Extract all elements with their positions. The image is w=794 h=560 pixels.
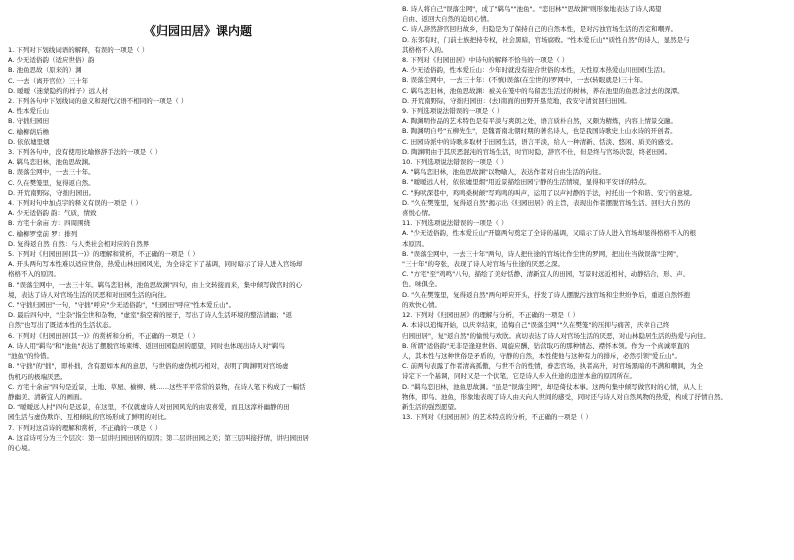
text-line: B. "暧暧远人村，依依墟里烟"用近景描绘田园宁静的生活情境，显得和平安详的特点。 xyxy=(402,178,651,187)
text-line: 8. 下列对《归园田居》中诗句的解释不恰当的一项是（ ） xyxy=(402,56,569,65)
text-line: B. 陶渊明自号"五柳先生"，是魏晋南北朝时期的著名诗人，也是我国诗歌史上山水诗的开创者。 xyxy=(402,127,677,136)
text-line: D. 复得返自然 自然：与人类社会相对应的自然界 xyxy=(8,239,150,248)
text-line: B. "误落尘网中，一去三十年"两句，诗人把仕途的官场比作尘世的罗网，把出仕当做误落"尘网"， xyxy=(402,249,683,258)
text-line: 自由、返回大自然的迫切心情。 xyxy=(402,15,493,24)
text-line: D. 东邻有时，门前士族把持专权，社会黑暗，官场腐败。"性本爱丘山""质性自然"的诗人，显然是与 xyxy=(402,35,690,44)
text-line: B. 池鱼思故（原来的）渊 xyxy=(8,66,82,75)
left-column xyxy=(8,0,388,560)
text-line: A. 陶渊明作品的艺术特色是有平淡与爽朗之处，语言质朴自然，又颇为精炼，内容上情景交融。 xyxy=(402,117,677,126)
text-line: 3. 下列各句中，没有使用比喻修辞手法的一项是（ ） xyxy=(8,148,162,157)
text-line: 12. 下列对《归园田居》的理解与分析，不正确的一项是（ ） xyxy=(402,311,579,320)
text-line: A. "羁鸟恋旧林，池鱼思故渊"以物喻人，表达作者对自由生活的向往。 xyxy=(402,168,605,177)
text-line: 4. 下列对句中加点字的释义有误的一项是（ ） xyxy=(8,199,142,208)
text-line: 新生活的强烈愿望。 xyxy=(402,402,461,411)
text-line: "三十年"的夸张，表现了诗人对官场与仕途的厌恶之深。 xyxy=(402,260,564,269)
right-column xyxy=(402,0,782,560)
text-line: 境，表达了诗人对官场生活的厌恶和对田园生活的向往。 xyxy=(8,290,171,299)
text-line: 13. 下列对《归园田居》的艺术特点的分析，不正确的一项是（ ） xyxy=(402,413,592,422)
text-line: "池鱼"的怜惜。 xyxy=(8,352,53,361)
text-line: A. "少无适俗韵，性本爱丘山"开篇两句奠定了全诗的基调，又暗示了诗人进入官场却显得格格不入的根 xyxy=(402,229,696,238)
text-line: A. 这首诗可分为三个层次：第一层讲归园田居的原因；第二层讲田园之美；第三层叫接抒情，讲归园田居 xyxy=(8,433,309,442)
text-line: 静幽美、清新宜人的画面。 xyxy=(8,392,86,401)
text-line: A. 性本爱丘山 xyxy=(8,107,49,116)
text-line: 归园田居"，复"返自然"的愉悦与欢欣。真切表达了诗人对官场生活的厌恶，对山林隐居生活的热爱与向往。 xyxy=(402,331,710,340)
text-line: A. 诗人用"羁鸟"和"池鱼"表达了摆脱官场束缚、返回田园隐居的愿望，同时也体现出诗人对"羁鸟 xyxy=(8,341,285,350)
text-line: B. 守拙归园田 xyxy=(8,117,50,126)
text-line: D. "羁鸟恋旧林，池鱼思故渊。"虽是"误落尘网"，却是倚仗本事。这两句集中倾写做官时的心情，从人上 xyxy=(402,382,703,391)
text-line: D. 陶渊明由于其厌恶混沌的官场生活，时官时隐，辞官不仕，但是终与官场决裂，终老田园。 xyxy=(402,147,672,156)
text-line: C. 一去（离开官位）三十年 xyxy=(8,76,89,85)
text-line: 物体，即鸟、池鱼，形象地表现了诗人由天向人世间的感受，同时还与诗人对自然风物的热爱，构成了抒情自然、 xyxy=(402,392,727,401)
text-line: D. "久在樊笼里，复得返自然"两句呼应开头，抒发了诗人摆脱污浊官场和尘世纷争后，重返自然怀抱 xyxy=(402,290,691,299)
text-line: C. "方宅"至"鸡鸣"八句，描绘了美好恬静、清新宜人的田园，写景时远近相衬，动静结合，形、声、 xyxy=(402,270,690,279)
text-line: C. 榆柳荫后檐 xyxy=(8,127,50,136)
text-line: C. 前两句表露了作者清高孤傲，与世不合的性情，眷恋官场，执者高升，对官场黑暗的不满和嘲讽，为全 xyxy=(402,362,704,371)
text-line: C. "守拙归园田"一句，"守拙"呼应"少无适俗韵"，"归园田"呼应"性本爱丘山"。 xyxy=(8,301,236,310)
text-line: A. 少无适俗韵，性本爱丘山：少年时就没有迎合世俗的本性，天性原本热爱山川田园(生活)。 xyxy=(402,66,670,75)
text-line: C. 久在樊笼里，复得返自然。 xyxy=(8,178,95,187)
text-line: C. 榆柳罗堂前 罗：排列 xyxy=(8,229,78,238)
text-line: 喜悦心情。 xyxy=(402,209,435,218)
text-line: 其格格不入的。 xyxy=(402,45,448,54)
text-line: A. 少无适俗韵 韵：气质，情致 xyxy=(8,209,97,218)
text-line: D. "暧暧远人村"四句是远景，在这里，不仅就虚诗人对田园风光的由衷喜爱，而且这淳朴幽静的田 xyxy=(8,403,290,412)
text-line: A. 少无适俗韵（适应世俗）韵 xyxy=(8,56,95,65)
text-line: 6. 下列对《归园田居(其一)》的赏析和分析，不正确的一项是（ ） xyxy=(8,331,199,340)
text-line: 的心境。 xyxy=(8,443,34,452)
text-line: B. "守拙"的"拙"，即朴拙，含有愿如本真的意思，与世俗的虚伪机巧相对，表明了陶渊明对官场虚 xyxy=(8,362,289,371)
text-line: D. 最后四句中，"尘杂"指尘世和杂物，"虚室"指空着的屋子，写出了诗人生活环境的整洁清幽；"返 xyxy=(8,311,293,320)
text-line: 9. 下列选项说法错误的一项是（ ） xyxy=(402,107,504,116)
text-line: 1. 下列对下划线词语的解释，有误的一项是（ ） xyxy=(8,46,149,54)
text-line: 人，其本性与这种世俗是矛盾的，守静的自然，本性使他与这种有力的排斥，必然引领"爱丘山"。 xyxy=(402,351,681,360)
text-line: B. 误落尘网中，一去三十年。 xyxy=(8,168,95,177)
text-line: 色、味俱全。 xyxy=(402,280,441,289)
text-line: 园生活与虚伪欺诈、互相倾轧的官场形成了鲜明的对比。 xyxy=(8,413,171,422)
text-line: B. 方宅十余亩 方：四周围绕 xyxy=(8,219,91,228)
text-line: C. "狗吠深巷中，鸡鸣桑树颠"写鸡鸣的叫声，运用了以声衬静的手法，衬托出一个和谐、安宁的意境。 xyxy=(402,188,697,197)
text-line: 10. 下列选项说法错误的一项是（ ） xyxy=(402,158,508,167)
text-line: B. 诗人将自己"误落尘网"，成了"羁鸟""池鱼"。"恋旧林""思故渊"则形象地表达了诗人渴望 xyxy=(402,5,662,13)
text-line: 本原因。 xyxy=(402,239,428,248)
text-line: 诗定下一个基调，同时又是一个伏笔，它是诗人步入仕途的违逆本意的原因所在。 xyxy=(402,372,636,381)
text-line: B. 所谓"适俗韵"无非是逢迎世俗、周旋应酬、钻营取巧的那种情态、襟怀本领。作为一个真诚率直的 xyxy=(402,341,690,350)
text-line: D. 依依墟里烟 xyxy=(8,137,50,146)
text-line: C. 方宅十余亩"四句是近景，土地、草屋、榆柳、桃……这些平平常常的景物，在诗人笔下构成了一幅恬 xyxy=(8,382,306,391)
text-line: D. "久在樊笼里，复得返自然"揭示出《归园田居》的主旨，表现出作者摆脱官场生活、回归大自然的 xyxy=(402,198,691,207)
text-line: D. 开荒南野际，守拙归园田。 xyxy=(8,188,96,197)
text-line: A. 羁鸟恋旧林，池鱼思故渊。 xyxy=(8,158,95,167)
text-line: 伪机巧的极端厌恶。 xyxy=(8,372,67,381)
text-line: 的欢快心情。 xyxy=(402,300,441,309)
text-line: A. 本诗以追悔开始，以庆幸结束，追悔自己"误落尘网""久在樊笼"的压抑与痛苦，庆幸自己终 xyxy=(402,321,670,330)
text-line: 自然"也写出了既适本性的生活状态。 xyxy=(8,321,115,330)
page-title: 《归园田居》课内题 xyxy=(143,24,252,38)
text-line: D. 暧暧（迷蒙隐约的样子）远人村 xyxy=(8,86,109,95)
text-line: A. 开头两句写本性难以适应世俗，热爱山林田园风光，为全诗定下了基调，同时暗示了诗人进入官场却 xyxy=(8,260,303,269)
text-line: 格格不入的原因。 xyxy=(8,270,60,279)
text-line: B. "误落尘网中，一去三十年。羁鸟恋旧林，池鱼思故渊"四句，由上文转接而来，集中倾写做官时的心 xyxy=(8,280,303,289)
text-line: C. 田园诗派中的诗歌多取材于田园生活，语言平淡，给人一种清新、恬淡、悠闲、质美的感受。 xyxy=(402,137,678,146)
text-line: B. 误落尘网中，一去三十年：(不慎)误落(在尘世的)罗网中，一去(转眼就是)三十年。 xyxy=(402,76,647,85)
text-line: 11. 下列选项说法错误的一项是（ ） xyxy=(402,219,508,228)
text-line: 7. 下列对这首诗的理解和赏析，不正确的一项是（ ） xyxy=(8,423,162,432)
text-line: D. 开荒南野际，守拙归园田：(去)南面的田野开垦荒地，我安守清贫回归田园。 xyxy=(402,96,631,105)
text-line: C. 羁鸟恋旧林，池鱼思故渊：被关在笼中的鸟留恋生活过的树林，养在池里的鱼思念过去的深潭。 xyxy=(402,86,684,95)
text-line: 2. 下列各句中下划线词的意义和现代汉语不相同的一项是（ ） xyxy=(8,97,188,106)
text-line: 5. 下列对《归园田居(其一)》的理解和赏析，不正确的一项是（ ） xyxy=(8,250,199,259)
text-line: C. 诗人辞然辞官回归故乡，归隐是为了保持自己的自然本性，是对污浊官场生活的否定和嘲弄。 xyxy=(402,25,678,34)
